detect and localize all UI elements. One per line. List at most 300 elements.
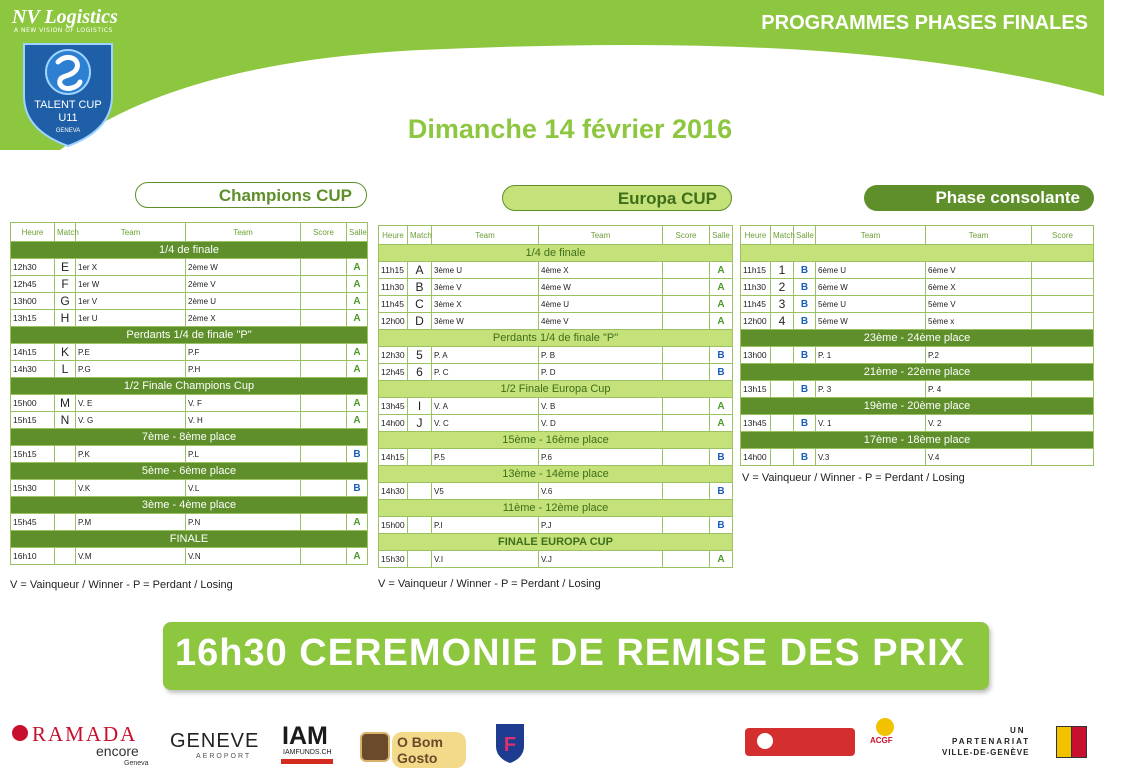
score-cell [663, 483, 710, 500]
team-away: V. D [539, 415, 663, 432]
section-header-row [379, 500, 733, 517]
score-cell [1032, 449, 1094, 466]
score-cell [663, 296, 710, 313]
team-home: 3ème X [432, 296, 539, 313]
match-time: 14h30 [11, 361, 55, 378]
event-date: Dimanche 14 février 2016 [407, 114, 733, 144]
team-away: 6ème X [926, 279, 1032, 296]
consolante-legend: V = Vainqueur / Winner - P = Perdant / Losing [742, 472, 965, 484]
club-crest-icon [494, 722, 526, 764]
match-code: K [55, 344, 76, 361]
score-cell [1032, 313, 1094, 330]
salle-cell: B [710, 364, 733, 381]
team-away: 6ème V [926, 262, 1032, 279]
score-cell [301, 344, 347, 361]
match-time: 15h00 [379, 517, 408, 534]
match-row [379, 364, 733, 381]
match-row [11, 548, 368, 565]
team-away: 5ème V [926, 296, 1032, 313]
team-away: V. B [539, 398, 663, 415]
team-home: 3ème U [432, 262, 539, 279]
match-row [11, 310, 368, 327]
iam-name: IAM [282, 722, 328, 750]
salle-cell: A [347, 310, 368, 327]
match-code: C [408, 296, 432, 313]
match-row [741, 279, 1094, 296]
section-title: 23ème - 24ème place [741, 330, 1094, 347]
coffee-cup-icon [360, 732, 390, 762]
salle-cell: A [710, 296, 733, 313]
section-title [741, 245, 1094, 262]
match-time: 11h30 [741, 279, 771, 296]
badge-line3: GENEVA [55, 128, 81, 134]
geneve-aeroport-logo [170, 730, 262, 762]
team-away: P.N [186, 514, 301, 531]
score-cell [1032, 347, 1094, 364]
column-header: Heure [741, 226, 771, 245]
brand-tagline: A NEW VISION OF LOGISTICS [14, 27, 113, 34]
section-header-row [11, 429, 368, 446]
team-home: P. C [432, 364, 539, 381]
salle-cell: B [710, 517, 733, 534]
europa-schedule-table [378, 225, 733, 568]
column-header: Salle [710, 226, 733, 245]
team-away: 2ème V [186, 276, 301, 293]
team-home: P.G [76, 361, 186, 378]
salle-cell: A [347, 361, 368, 378]
team-away: 2ème X [186, 310, 301, 327]
section-header-row [11, 463, 368, 480]
match-code: F [55, 276, 76, 293]
salle-cell: A [347, 293, 368, 310]
match-time: 13h00 [11, 293, 55, 310]
salle-cell: A [347, 395, 368, 412]
salle-cell: B [794, 381, 816, 398]
team-away: 4ème W [539, 279, 663, 296]
match-time: 13h45 [741, 415, 771, 432]
score-cell [301, 480, 347, 497]
svg-text:F: F [503, 734, 517, 756]
match-code: B [408, 279, 432, 296]
score-cell [301, 446, 347, 463]
team-home: P. 3 [816, 381, 926, 398]
match-time: 13h15 [11, 310, 55, 327]
match-code [771, 347, 794, 364]
team-away: P.F [186, 344, 301, 361]
section-title: FINALE [11, 531, 368, 548]
match-code [408, 449, 432, 466]
match-row [379, 398, 733, 415]
match-code: M [55, 395, 76, 412]
section-header-row [379, 534, 733, 551]
score-cell [301, 259, 347, 276]
match-code: 1 [771, 262, 794, 279]
match-row [741, 449, 1094, 466]
section-header-row [379, 330, 733, 347]
match-row [379, 415, 733, 432]
team-away: V.4 [926, 449, 1032, 466]
salle-cell: A [710, 262, 733, 279]
match-row [741, 415, 1094, 432]
ramada-name: RAMADA [32, 722, 138, 746]
match-row [379, 296, 733, 313]
match-code: 3 [771, 296, 794, 313]
salle-cell: B [347, 446, 368, 463]
column-header: Team [926, 226, 1032, 245]
acgf-logo [870, 718, 924, 766]
section-title: 3ème - 4ème place [11, 497, 368, 514]
match-row [11, 412, 368, 429]
ramada-encore: encore [96, 743, 139, 759]
team-away: 2ème W [186, 259, 301, 276]
team-away: P.L [186, 446, 301, 463]
player-icon [757, 733, 773, 749]
match-code: H [55, 310, 76, 327]
column-header: Team [186, 223, 301, 242]
match-row [741, 381, 1094, 398]
match-time: 15h00 [11, 395, 55, 412]
score-cell [663, 398, 710, 415]
section-header-row [379, 245, 733, 262]
score-cell [301, 548, 347, 565]
score-cell [663, 364, 710, 381]
score-cell [663, 262, 710, 279]
match-code: 5 [408, 347, 432, 364]
team-away: V. F [186, 395, 301, 412]
match-code [771, 381, 794, 398]
match-code: J [408, 415, 432, 432]
score-cell [1032, 279, 1094, 296]
score-cell [663, 551, 710, 568]
match-time: 15h30 [11, 480, 55, 497]
team-away: V.N [186, 548, 301, 565]
section-header-row [11, 242, 368, 259]
team-home: 1er X [76, 259, 186, 276]
team-home: V.K [76, 480, 186, 497]
section-header-row [741, 364, 1094, 381]
section-header-row [741, 245, 1094, 262]
match-code [55, 480, 76, 497]
team-away: 2ème U [186, 293, 301, 310]
match-time: 12h00 [741, 313, 771, 330]
salle-cell: A [347, 344, 368, 361]
section-title: 13ème - 14ème place [379, 466, 733, 483]
section-title: 17ème - 18ème place [741, 432, 1094, 449]
match-code [771, 415, 794, 432]
badge-line1: TALENT CUP [34, 99, 102, 111]
section-title: 1/2 Finale Europa Cup [379, 381, 733, 398]
match-time: 14h15 [379, 449, 408, 466]
ramada-star-icon [12, 725, 28, 741]
team-away: P.6 [539, 449, 663, 466]
europa-cup-label: Europa CUP [502, 185, 732, 211]
column-header: Match [771, 226, 794, 245]
salle-cell: B [794, 449, 816, 466]
salle-cell: B [794, 279, 816, 296]
ramada-city: Geneva [124, 760, 149, 767]
geneva-coat-red-icon [1071, 726, 1087, 758]
team-away: 4ème V [539, 313, 663, 330]
ville-line1: UN [1010, 726, 1026, 735]
salle-cell: A [710, 551, 733, 568]
team-away: P. D [539, 364, 663, 381]
team-home: V. 1 [816, 415, 926, 432]
match-time: 12h30 [11, 259, 55, 276]
team-away: P. B [539, 347, 663, 364]
team-home: 6ème W [816, 279, 926, 296]
salle-cell: A [347, 548, 368, 565]
salle-cell: B [794, 262, 816, 279]
match-row [741, 313, 1094, 330]
column-header: Salle [794, 226, 816, 245]
team-home: V. C [432, 415, 539, 432]
score-cell [1032, 381, 1094, 398]
team-home: 5ème U [816, 296, 926, 313]
match-row [11, 446, 368, 463]
match-row [379, 347, 733, 364]
match-time: 12h45 [11, 276, 55, 293]
section-title: Perdants 1/4 de finale "P" [379, 330, 733, 347]
geneve-aeroport: AEROPORT [196, 753, 252, 760]
match-row [379, 313, 733, 330]
score-cell [663, 517, 710, 534]
column-header: Team [816, 226, 926, 245]
team-home: V.3 [816, 449, 926, 466]
section-header-row [741, 398, 1094, 415]
match-code: E [55, 259, 76, 276]
score-cell [301, 276, 347, 293]
match-time: 12h45 [379, 364, 408, 381]
match-code: L [55, 361, 76, 378]
match-time: 14h15 [11, 344, 55, 361]
champions-schedule-table [10, 222, 368, 565]
section-title: 7ème - 8ème place [11, 429, 368, 446]
section-header-row [11, 497, 368, 514]
column-header: Score [663, 226, 710, 245]
header-row [741, 226, 1094, 245]
salle-cell: A [347, 276, 368, 293]
header-row [379, 226, 733, 245]
match-row [379, 483, 733, 500]
match-row [741, 262, 1094, 279]
iam-logo [281, 722, 337, 766]
team-home: P.I [432, 517, 539, 534]
match-time: 14h30 [379, 483, 408, 500]
team-home: V. A [432, 398, 539, 415]
team-home: P.5 [432, 449, 539, 466]
salle-cell: A [710, 313, 733, 330]
score-cell [301, 412, 347, 429]
match-time: 11h45 [379, 296, 408, 313]
score-cell [663, 313, 710, 330]
section-title: 11ème - 12ème place [379, 500, 733, 517]
team-home: P.E [76, 344, 186, 361]
team-home: V5 [432, 483, 539, 500]
section-header-row [379, 432, 733, 449]
section-title: 1/2 Finale Champions Cup [11, 378, 368, 395]
match-time: 12h00 [379, 313, 408, 330]
team-home: V.M [76, 548, 186, 565]
match-row [11, 344, 368, 361]
consolante-schedule-table [740, 225, 1094, 466]
team-home: 1er W [76, 276, 186, 293]
team-away: V.L [186, 480, 301, 497]
match-row [379, 262, 733, 279]
team-away: P.2 [926, 347, 1032, 364]
section-title: 21ème - 22ème place [741, 364, 1094, 381]
section-header-row [379, 381, 733, 398]
match-code: 4 [771, 313, 794, 330]
ceremony-banner-text: 16h30 CEREMONIE DE REMISE DES PRIX [175, 632, 965, 674]
match-time: 11h15 [379, 262, 408, 279]
swiss-flag-icon [281, 759, 333, 764]
match-code: I [408, 398, 432, 415]
match-row [379, 449, 733, 466]
match-time: 13h00 [741, 347, 771, 364]
column-header: Salle [347, 223, 368, 242]
team-home: 3ème V [432, 279, 539, 296]
match-code [408, 483, 432, 500]
salle-cell: B [794, 313, 816, 330]
team-away: V.J [539, 551, 663, 568]
match-row [11, 293, 368, 310]
ville-de-geneve-logo [938, 726, 1098, 766]
section-header-row [11, 327, 368, 344]
match-code [55, 446, 76, 463]
section-title: 1/4 de finale [11, 242, 368, 259]
team-away: P. 4 [926, 381, 1032, 398]
match-row [11, 276, 368, 293]
section-header-row [741, 330, 1094, 347]
match-row [11, 480, 368, 497]
score-cell [301, 293, 347, 310]
team-home: V. E [76, 395, 186, 412]
salle-cell: B [710, 483, 733, 500]
match-code [55, 548, 76, 565]
match-time: 14h00 [379, 415, 408, 432]
team-away: V. H [186, 412, 301, 429]
match-row [379, 551, 733, 568]
column-header: Score [301, 223, 347, 242]
iam-funds: IAMFUNDS.CH [283, 749, 332, 756]
match-code: A [408, 262, 432, 279]
section-title: 5ème - 6ème place [11, 463, 368, 480]
match-row [379, 517, 733, 534]
europa-legend: V = Vainqueur / Winner - P = Perdant / Losing [378, 578, 601, 590]
section-title: FINALE EUROPA CUP [379, 534, 733, 551]
match-code: G [55, 293, 76, 310]
match-row [741, 296, 1094, 313]
score-cell [663, 347, 710, 364]
team-away: V.6 [539, 483, 663, 500]
indoor-tournament-logo [745, 728, 855, 756]
column-header: Heure [379, 226, 408, 245]
match-time: 15h15 [11, 412, 55, 429]
salle-cell: B [710, 347, 733, 364]
score-cell [301, 395, 347, 412]
ville-line2: PARTENARIAT [952, 737, 1031, 746]
team-home: P. A [432, 347, 539, 364]
team-home: V. G [76, 412, 186, 429]
match-time: 14h00 [741, 449, 771, 466]
section-header-row [11, 531, 368, 548]
salle-cell: A [710, 398, 733, 415]
match-code: D [408, 313, 432, 330]
salle-cell: A [347, 259, 368, 276]
score-cell [663, 415, 710, 432]
geneva-coat-of-arms-icon [1056, 726, 1072, 758]
section-title: 15ème - 16ème place [379, 432, 733, 449]
consolante-label: Phase consolante [864, 185, 1094, 211]
team-away: 5ème x [926, 313, 1032, 330]
match-time: 15h15 [11, 446, 55, 463]
team-home: 1er U [76, 310, 186, 327]
team-home: 3ème W [432, 313, 539, 330]
salle-cell: B [710, 449, 733, 466]
bom-gosto-logo [360, 724, 466, 764]
match-row [11, 361, 368, 378]
page-title: PROGRAMMES PHASES FINALES [761, 12, 1088, 34]
match-time: 11h30 [379, 279, 408, 296]
team-away: 4ème U [539, 296, 663, 313]
team-away: P.J [539, 517, 663, 534]
match-time: 11h15 [741, 262, 771, 279]
score-cell [301, 361, 347, 378]
team-home: P. 1 [816, 347, 926, 364]
section-title: 19ème - 20ème place [741, 398, 1094, 415]
score-cell [1032, 262, 1094, 279]
score-cell [301, 310, 347, 327]
score-cell [1032, 415, 1094, 432]
match-row [11, 514, 368, 531]
salle-cell: B [794, 296, 816, 313]
brand-logo: NV Logistics [12, 6, 118, 28]
team-away: P.H [186, 361, 301, 378]
team-home: V.I [432, 551, 539, 568]
match-time: 13h45 [379, 398, 408, 415]
section-title: 1/4 de finale [379, 245, 733, 262]
ville-line3: VILLE-DE-GENÈVE [942, 748, 1030, 757]
salle-cell: A [347, 514, 368, 531]
score-cell [1032, 296, 1094, 313]
salle-cell: A [710, 415, 733, 432]
team-home: 6ème U [816, 262, 926, 279]
team-home: 5ème W [816, 313, 926, 330]
salle-cell: B [794, 415, 816, 432]
geneve-name: GENEVE [170, 730, 260, 752]
match-time: 11h45 [741, 296, 771, 313]
column-header: Match [408, 226, 432, 245]
column-header: Team [76, 223, 186, 242]
score-cell [663, 449, 710, 466]
section-title: Perdants 1/4 de finale "P" [11, 327, 368, 344]
salle-cell: A [347, 412, 368, 429]
match-code [408, 517, 432, 534]
score-cell [301, 514, 347, 531]
match-row [11, 259, 368, 276]
match-code [55, 514, 76, 531]
match-code: 2 [771, 279, 794, 296]
column-header: Score [1032, 226, 1094, 245]
team-home: 1er V [76, 293, 186, 310]
salle-cell: B [347, 480, 368, 497]
match-code: 6 [408, 364, 432, 381]
match-time: 15h30 [379, 551, 408, 568]
column-header: Heure [11, 223, 55, 242]
header-row [11, 223, 368, 242]
champions-cup-label: Champions CUP [135, 182, 367, 208]
ramada-logo [12, 722, 152, 768]
